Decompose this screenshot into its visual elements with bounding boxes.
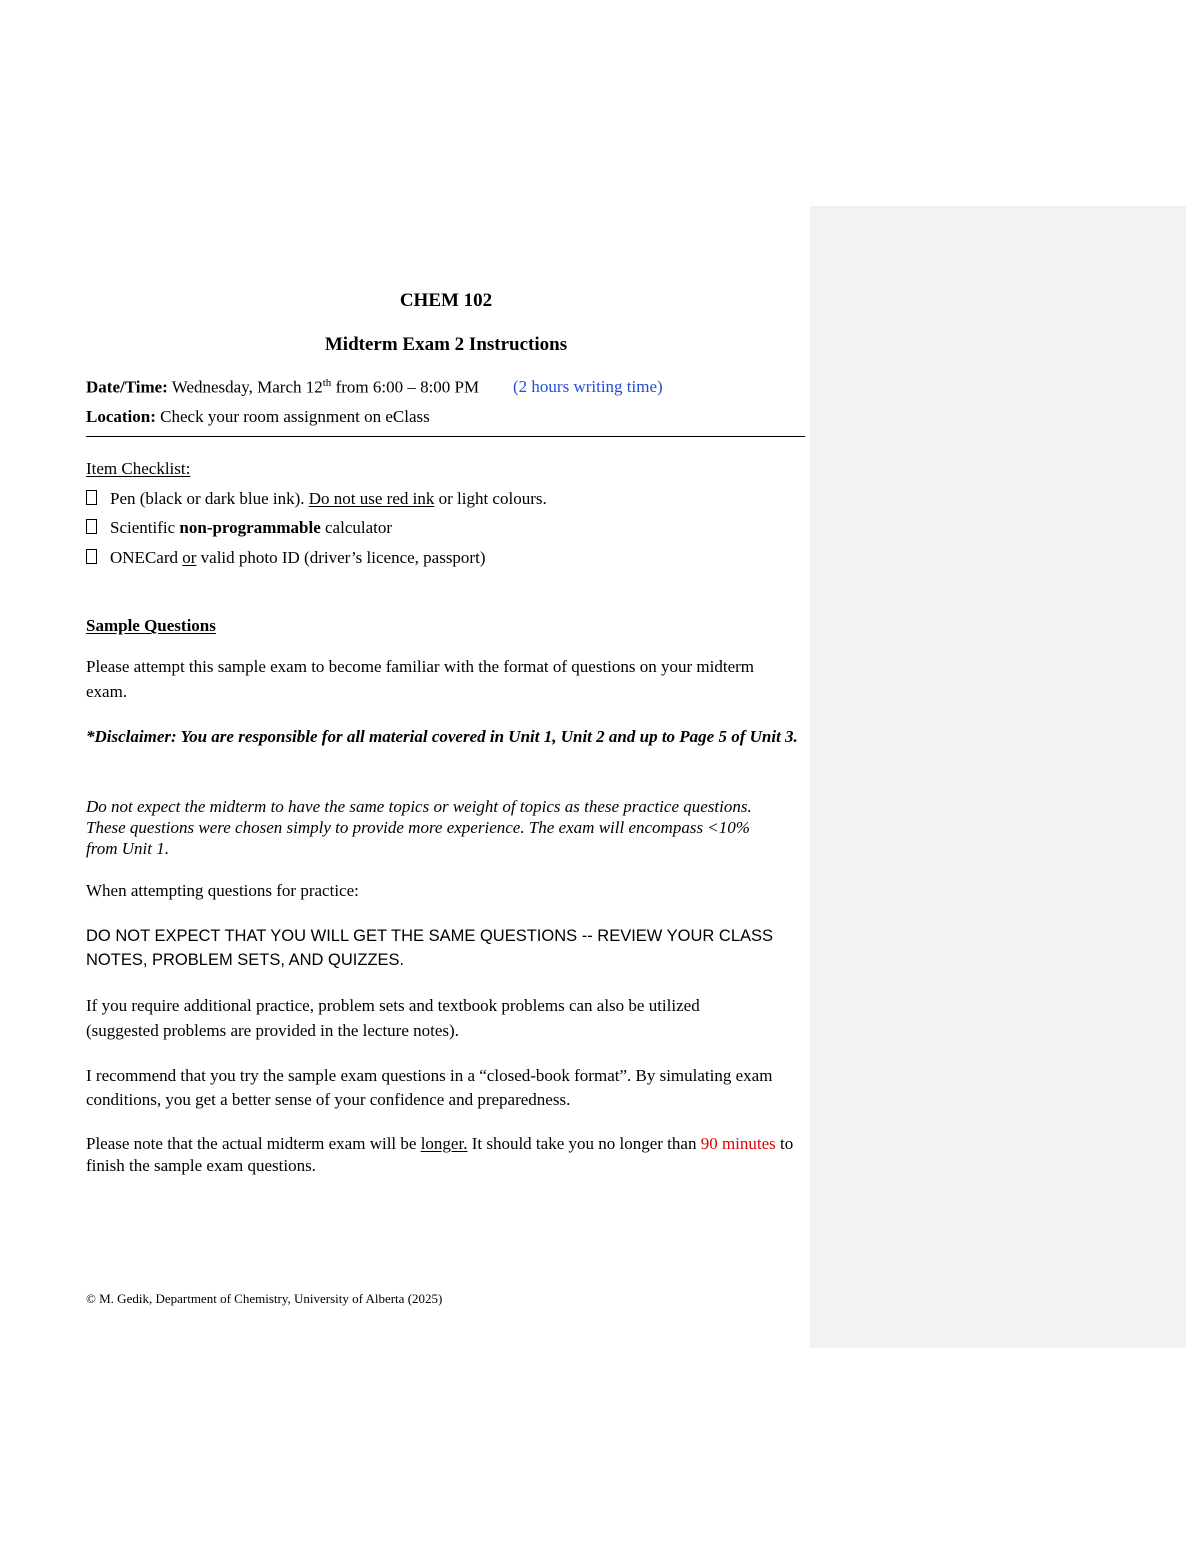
checklist-heading-text: Item Checklist:: [86, 459, 191, 478]
note-red: 90 minutes: [700, 1134, 776, 1153]
comment-pane: [810, 206, 1186, 1348]
item-text: Scientific: [110, 518, 180, 537]
course-title: CHEM 102: [399, 290, 493, 311]
additional-practice: If you require additional practice, problem sets and textbook problems can also be utilized (suggested problems are provided in the lecture notes).: [86, 996, 700, 1040]
date-sup: th: [322, 377, 332, 389]
note-text: to finish the sample exam questions.: [86, 1134, 794, 1175]
sample-heading: [86, 616, 216, 636]
checklist-item-pen: [86, 489, 547, 509]
note-text: Please note that the actual midterm exam will be: [86, 1134, 421, 1153]
item-text: ONECard: [110, 548, 183, 567]
note-text: It should take you no longer than: [467, 1134, 701, 1153]
location-value: Check your room assignment on eClass: [155, 407, 430, 426]
copyright-footer: © M. Gedik, Department of Chemistry, University of Alberta (2025): [86, 1291, 443, 1306]
topics-note: Do not expect the midterm to have the same topics or weight of topics as these practice questions. These questions were chosen simply to provide more experience. The exam will encompass <10% from Unit 1.: [86, 797, 752, 858]
date-time-line: [86, 377, 479, 398]
item-underline: Do not use red ink: [308, 489, 435, 508]
item-text: calculator: [320, 518, 393, 537]
checklist-item-calculator: [86, 518, 392, 538]
item-bold: non-programmable: [179, 518, 321, 537]
exam-title: Midterm Exam 2 Instructions: [324, 334, 568, 355]
checkbox-icon: [86, 519, 97, 534]
sample-intro: Please attempt this sample exam to become familiar with the format of questions on your midterm exam.: [86, 657, 755, 701]
length-note: [86, 1133, 796, 1177]
date-value-pre: Wednesday, March 12: [167, 377, 323, 397]
item-text: or light colours.: [434, 489, 547, 508]
item-text: Pen (black or dark blue ink).: [110, 489, 309, 508]
when-attempting: When attempting questions for practice:: [86, 881, 359, 900]
checkbox-icon: [86, 549, 97, 564]
date-value-post: from 6:00 – 8:00 PM: [331, 377, 480, 397]
recommendation: I recommend that you try the sample exam questions in a “closed-book format”. By simulating exam conditions, you get a better sense of your confidence and preparedness.: [86, 1066, 773, 1109]
writing-time: (2 hours writing time): [513, 377, 663, 396]
divider: [86, 436, 805, 437]
checklist-item-id: [86, 548, 485, 568]
item-text: valid photo ID (driver’s licence, passport): [196, 548, 486, 567]
item-underline: or: [182, 548, 197, 567]
date-label: Date/Time:: [86, 377, 168, 397]
checklist-heading: [86, 459, 190, 479]
sample-heading-text: Sample Questions: [86, 616, 216, 635]
location-label: Location:: [86, 407, 156, 426]
checkbox-icon: [86, 490, 97, 505]
disclaimer: *Disclaimer: You are responsible for all material covered in Unit 1, Unit 2 and up to Page 5 of Unit 3.: [86, 727, 798, 746]
location-line: [86, 407, 430, 427]
note-underline: longer.: [420, 1134, 468, 1153]
caps-warning: DO NOT EXPECT THAT YOU WILL GET THE SAME QUESTIONS -- REVIEW YOUR CLASS NOTES, PROBLEM SETS, AND QUIZZES.: [86, 927, 774, 969]
